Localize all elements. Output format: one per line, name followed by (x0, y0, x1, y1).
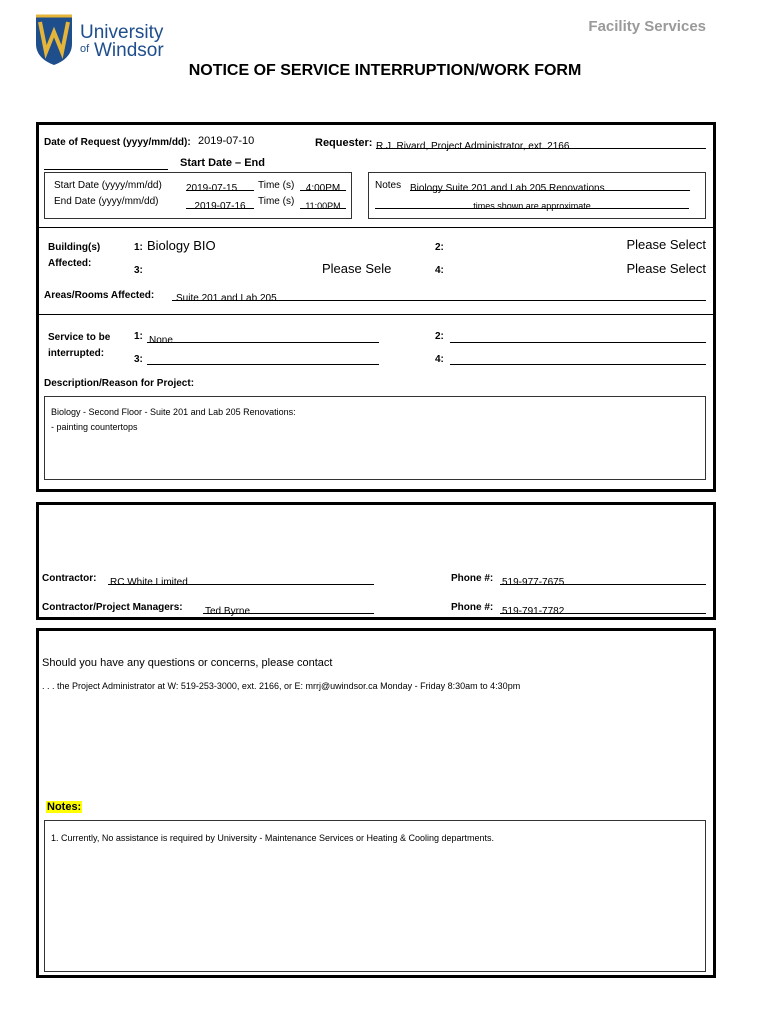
phone-1-field[interactable] (500, 572, 706, 588)
end-date-label: End Date (yyyy/mm/dd) (54, 196, 159, 207)
requester-value: R.J. Rivard, Project Administrator, ext. 2166 (376, 141, 570, 152)
start-date-label: Start Date (yyyy/mm/dd) (54, 180, 162, 191)
building-4-number: 4: (435, 265, 444, 276)
contractor-field[interactable] (108, 572, 374, 588)
end-date-field[interactable] (186, 196, 254, 212)
logo-text-university: University (80, 22, 164, 43)
start-time-value: 4:00PM (305, 183, 341, 194)
description-line-2: - painting countertops (51, 422, 138, 432)
service-1-field[interactable] (147, 330, 379, 346)
start-time-field[interactable] (300, 178, 346, 194)
notes-heading: Notes: (47, 801, 82, 813)
notes-line-2-text: times shown are approximate (473, 201, 591, 211)
service-2-number: 2: (435, 331, 444, 342)
service-3-field[interactable] (147, 352, 379, 365)
phone-2-value: 519-791-7782 (502, 606, 565, 617)
requester-label: Requester: (315, 137, 373, 149)
notes-field[interactable] (410, 178, 690, 194)
building-3-select[interactable]: Please Sele (322, 261, 392, 276)
building-2-select[interactable]: Please Select (626, 237, 706, 252)
end-time-field[interactable] (300, 196, 346, 209)
service-3-number: 3: (134, 354, 143, 365)
building-1-number: 1: (134, 242, 143, 253)
contact-detail: . . . the Project Administrator at W: 519-253-3000, ext. 2166, or E: mrrj@uwindsor.ca Monday - Friday 8:30am to 4:30pm (42, 681, 521, 691)
logo-text-of: of (80, 43, 90, 55)
building-1-select[interactable]: Biology BIO (147, 238, 216, 253)
blank-line (44, 157, 168, 170)
start-time-label: Time (s) (258, 180, 295, 191)
description-line-1: Biology - Second Floor - Suite 201 and Lab 205 Renovations: (51, 407, 296, 417)
contractor-value: RC White Limited (110, 577, 188, 588)
notes-text: 1. Currently, No assistance is required by University - Maintenance Services or Heating & Cooling departments. (51, 833, 495, 843)
project-managers-value: Ted Byrne (205, 606, 251, 617)
service-1-number: 1: (134, 331, 143, 342)
contractor-label: Contractor: (42, 573, 97, 584)
end-time-label: Time (s) (258, 196, 295, 207)
notes-textarea[interactable] (44, 820, 706, 972)
service-1-value: None (149, 335, 173, 346)
service-2-field[interactable] (450, 330, 706, 343)
project-managers-label: Contractor/Project Managers: (42, 602, 183, 613)
start-date-value: 2019-07-15 (186, 183, 238, 194)
end-date-value: 2019-07-16 (194, 201, 246, 212)
service-4-number: 4: (435, 354, 444, 365)
service-4-field[interactable] (450, 352, 706, 365)
divider (39, 227, 713, 228)
buildings-label-line1: Building(s) (48, 242, 101, 253)
end-time-value: 11:00PM (305, 201, 341, 211)
contact-intro: Should you have any questions or concerns, please contact (42, 657, 333, 669)
start-end-label: Start Date – End (180, 157, 265, 169)
building-4-select[interactable]: Please Select (626, 261, 706, 276)
shield-icon (34, 14, 74, 66)
logo-text-windsor: Windsor (94, 40, 164, 61)
notes-label: Notes (375, 180, 402, 191)
date-of-request-value[interactable]: 2019-07-10 (198, 135, 255, 147)
description-label: Description/Reason for Project: (44, 378, 195, 389)
notes-value: Biology Suite 201 and Lab 205 Renovations (410, 183, 605, 194)
phone-2-label: Phone #: (451, 602, 494, 613)
building-3-number: 3: (134, 265, 143, 276)
notes-line-2[interactable] (375, 196, 689, 209)
divider (39, 314, 713, 315)
date-of-request-label: Date of Request (yyyy/mm/dd): (44, 137, 191, 148)
areas-field[interactable] (172, 288, 706, 304)
phone-1-label: Phone #: (451, 573, 494, 584)
phone-2-field[interactable] (500, 601, 706, 617)
form-title: NOTICE OF SERVICE INTERRUPTION/WORK FORM (188, 62, 582, 79)
service-label-line2: interrupted: (48, 348, 105, 359)
buildings-label-line2: Affected: (48, 258, 92, 269)
areas-value: Suite 201 and Lab 205 (176, 293, 277, 304)
requester-field[interactable] (376, 136, 706, 152)
building-2-number: 2: (435, 242, 444, 253)
project-managers-field[interactable] (203, 601, 374, 617)
description-textarea[interactable] (44, 396, 706, 480)
department-name: Facility Services (588, 18, 706, 35)
start-date-field[interactable] (186, 178, 254, 194)
areas-label: Areas/Rooms Affected: (44, 290, 155, 301)
phone-1-value: 519-977-7675 (502, 577, 565, 588)
service-label-line1: Service to be (48, 332, 111, 343)
